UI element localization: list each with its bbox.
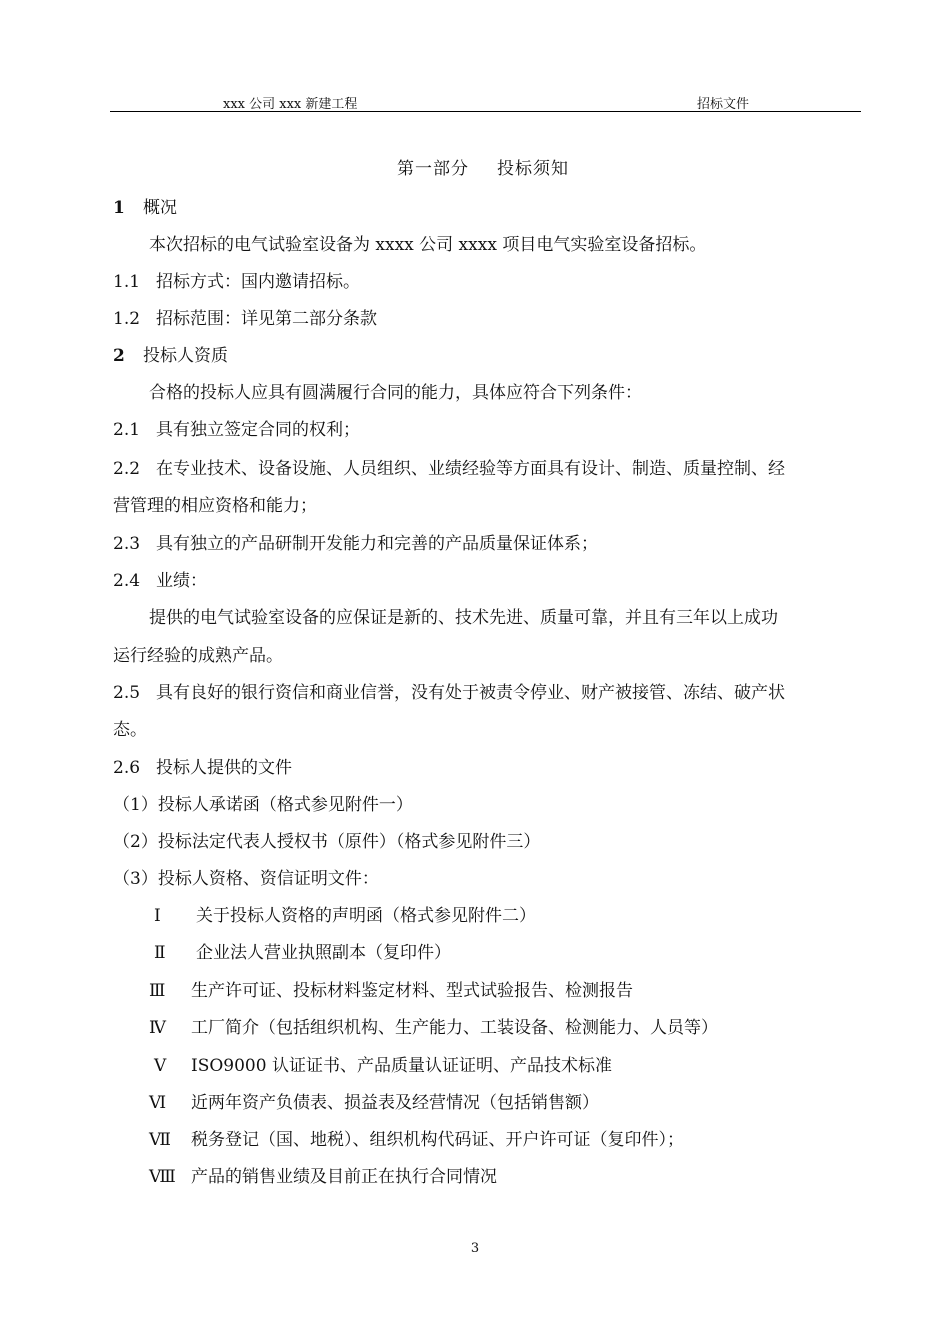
qualification-item: [149, 1166, 497, 1188]
clause-text: 招标范围：详见第二部分条款: [156, 309, 377, 329]
roman-numeral: Ⅴ: [154, 1056, 167, 1076]
paragraph-performance-line-1: 提供的电气试验室设备的应保证是新的、技术先进、质量可靠，并且有三年以上成功: [149, 608, 778, 628]
clause-number: 2.2: [113, 459, 141, 479]
heading-1-number: 1: [113, 198, 125, 218]
paragraph-qualification: 合格的投标人应具有圆满履行合同的能力，具体应符合下列条件：: [149, 383, 642, 403]
clause-1-1: [113, 271, 360, 293]
qualification-item: [154, 1055, 612, 1077]
heading-2-number: 2: [113, 346, 125, 366]
item-text: 企业法人营业执照副本（复印件）: [196, 943, 451, 963]
clause-text: 投标人提供的文件: [156, 758, 292, 778]
page-header: [110, 93, 861, 112]
roman-numeral: Ⅱ: [154, 943, 166, 963]
item-text: 生产许可证、投标材料鉴定材料、型式试验报告、检测报告: [191, 981, 633, 1001]
clause-2-6: [113, 757, 292, 779]
roman-numeral: Ⅳ: [149, 1018, 166, 1038]
clause-2-4: [113, 570, 207, 592]
qualification-item: [149, 1129, 684, 1151]
qualification-item: [154, 942, 451, 964]
roman-numeral: Ⅶ: [149, 1130, 171, 1150]
heading-1-label: 概况: [143, 198, 177, 218]
clause-2-5: [113, 682, 785, 704]
clause-1-2: [113, 308, 377, 330]
qualification-item: [154, 905, 536, 927]
clause-2-3: [113, 533, 598, 555]
clause-2-2-continued: 营管理的相应资格和能力；: [113, 496, 317, 516]
item-text: 关于投标人资格的声明函（格式参见附件二）: [196, 906, 536, 926]
qualification-item: [149, 1092, 599, 1114]
qualification-item: [149, 1017, 718, 1039]
page-number: 3: [470, 1241, 480, 1256]
clause-number: 2.6: [113, 758, 141, 778]
clause-text: 招标方式：国内邀请招标。: [156, 272, 360, 292]
roman-numeral: Ⅰ: [154, 906, 161, 926]
clause-text: 具有良好的银行资信和商业信誉，没有处于被责令停业、财产被接管、冻结、破产状: [156, 683, 785, 703]
doc-list-item: （2）投标法定代表人授权书（原件）（格式参见附件三）: [113, 832, 541, 852]
section-title: [397, 158, 569, 180]
clause-number: 2.1: [113, 420, 141, 440]
item-text: 产品的销售业绩及目前正在执行合同情况: [191, 1167, 497, 1187]
item-text: 工厂简介（包括组织机构、生产能力、工装设备、检测能力、人员等）: [191, 1018, 718, 1038]
item-text: ISO9000 认证证书、产品质量认证证明、产品技术标准: [191, 1056, 612, 1076]
item-text: 近两年资产负债表、损益表及经营情况（包括销售额）: [191, 1093, 599, 1113]
clause-number: 1.1: [113, 272, 141, 292]
heading-2: [113, 345, 228, 367]
clause-number: 2.5: [113, 683, 141, 703]
roman-numeral: Ⅲ: [149, 981, 166, 1001]
title-part: 第一部分: [397, 159, 469, 179]
paragraph-performance-line-2: 运行经验的成熟产品。: [113, 646, 283, 666]
roman-numeral: Ⅷ: [149, 1167, 176, 1187]
doc-list-item: （1）投标人承诺函（格式参见附件一）: [113, 795, 413, 815]
roman-numeral: Ⅵ: [149, 1093, 167, 1113]
heading-2-label: 投标人资质: [143, 346, 228, 366]
clause-text: 具有独立签定合同的权利；: [156, 420, 360, 440]
clause-text: 具有独立的产品研制开发能力和完善的产品质量保证体系；: [156, 534, 598, 554]
clause-number: 1.2: [113, 309, 141, 329]
title-name: 投标须知: [497, 159, 569, 179]
clause-number: 2.4: [113, 571, 141, 591]
clause-2-2: [113, 458, 785, 480]
clause-number: 2.3: [113, 534, 141, 554]
clause-text: 在专业技术、设备设施、人员组织、业绩经验等方面具有设计、制造、质量控制、经: [156, 459, 785, 479]
clause-2-1: [113, 419, 360, 441]
qualification-item: [149, 980, 633, 1002]
header-project: xxx 公司 xxx 新建工程: [223, 97, 358, 112]
clause-2-5-continued: 态。: [113, 720, 147, 740]
heading-1: [113, 197, 177, 219]
paragraph-overview: 本次招标的电气试验室设备为 xxxx 公司 xxxx 项目电气实验室设备招标。: [149, 235, 707, 255]
doc-list-item: （3）投标人资格、资信证明文件：: [113, 869, 379, 889]
clause-text: 业绩：: [156, 571, 207, 591]
item-text: 税务登记（国、地税）、组织机构代码证、开户许可证（复印件）；: [191, 1130, 684, 1150]
header-doc-type: 招标文件: [696, 97, 749, 112]
